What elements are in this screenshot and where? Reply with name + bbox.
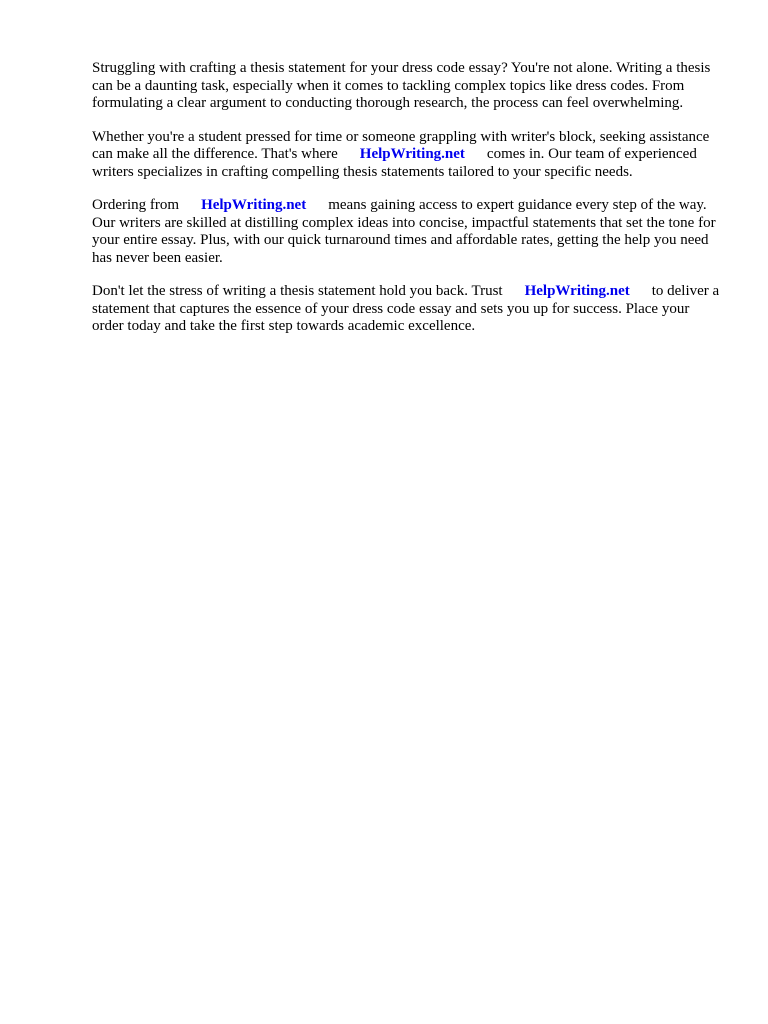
- paragraph-assistance: [92, 129, 722, 182]
- helpwriting-link[interactable]: HelpWriting.net: [359, 146, 465, 162]
- paragraph-text: comes in. Our team of experienced writers specializes in crafting compelling thesis statements tailored to your specific needs.: [92, 146, 697, 180]
- helpwriting-link[interactable]: HelpWriting.net: [524, 283, 630, 299]
- paragraph-text: Don't let the stress of writing a thesis statement hold you back. Trust: [92, 283, 503, 299]
- paragraph-text: to deliver a statement that captures the essence of your dress code essay and sets you up for success. Place your order today and take the first step towards academic excellence.: [92, 283, 720, 334]
- paragraph-closing: [92, 283, 722, 336]
- paragraph-text: means gaining access to expert guidance every step of the way. Our writers are skilled at distilling complex ideas into concise, impactful statements that set the tone for your entire essay. Plus, with our quick turnaround times and affordable rates, getting the help you need has never been easier.: [92, 197, 716, 266]
- document-body: [92, 60, 722, 352]
- helpwriting-link[interactable]: HelpWriting.net: [201, 197, 307, 213]
- paragraph-text: Whether you're a student pressed for time or someone grappling with writer's block, seeking assistance can make all the difference. That's where: [92, 128, 710, 162]
- paragraph-text: Ordering from: [92, 197, 180, 213]
- paragraph-ordering: [92, 197, 722, 267]
- paragraph-intro: Struggling with crafting a thesis statement for your dress code essay? You're not alone. Writing a thesis can be a daunting task, especially when it comes to tackling complex topics like dress codes. From formulating a clear argument to conducting thorough research, the process can feel overwhelming.: [92, 60, 711, 111]
